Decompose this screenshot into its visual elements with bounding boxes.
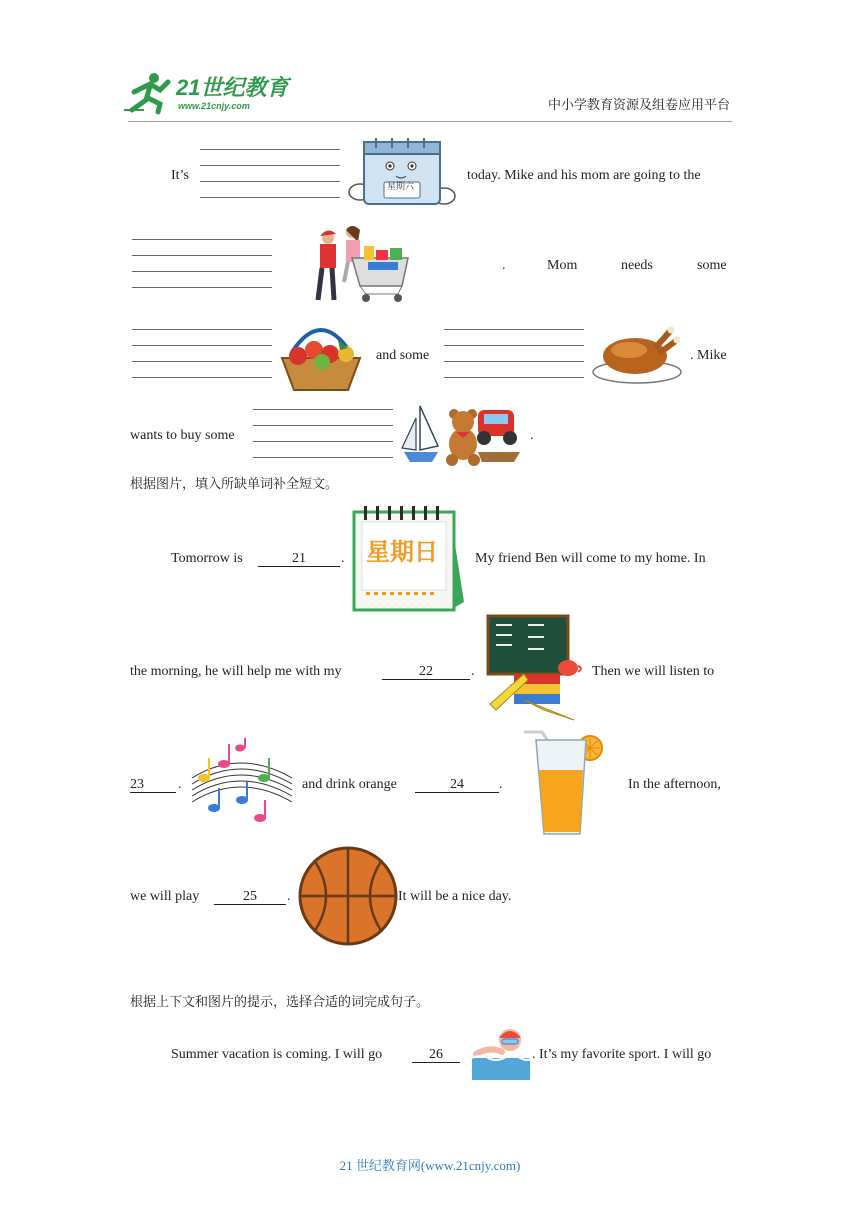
s2-l4-dot: . bbox=[287, 889, 291, 904]
blank-25-number: 25 bbox=[214, 889, 286, 905]
s2-l1-prefix: Tomorrow is bbox=[171, 551, 243, 566]
writing-lines-3[interactable] bbox=[132, 329, 272, 381]
s3-l1-suffix: . It’s my favorite sport. I will go bbox=[532, 1047, 712, 1062]
blank-26-number: 26 bbox=[412, 1047, 460, 1063]
saturday-calendar-label: 星期六 bbox=[387, 182, 415, 192]
writing-lines-5[interactable] bbox=[253, 409, 393, 461]
s2-l2-suffix: Then we will listen to bbox=[592, 664, 715, 679]
orange-juice-icon bbox=[520, 730, 604, 838]
s2-l1-suffix: My friend Ben will come to my home. In bbox=[475, 551, 706, 566]
p1-s2-some: some bbox=[697, 258, 727, 273]
logo-url: www.21cnjy.com bbox=[178, 101, 250, 111]
p1-s2-dot: . bbox=[502, 258, 506, 273]
s2-l3-dot: . bbox=[178, 777, 182, 792]
s2-l4-suffix: It will be a nice day. bbox=[398, 889, 512, 904]
blank-21-number: 21 bbox=[258, 551, 340, 567]
basketball-icon bbox=[298, 846, 400, 946]
writing-lines-1[interactable] bbox=[200, 149, 340, 201]
section3-instruction: 根据上下文和图片的提示，选择合适的词完成句子。 bbox=[130, 995, 430, 1010]
saturday-calendar-icon bbox=[348, 136, 458, 212]
s2-l3-dot2: . bbox=[499, 777, 503, 792]
shopping-cart-icon bbox=[308, 222, 418, 306]
blank-22[interactable] bbox=[382, 663, 470, 681]
p1-s2-needs: needs bbox=[621, 258, 653, 273]
music-notes-icon bbox=[190, 738, 294, 824]
s3-l1-prefix: Summer vacation is coming. I will go bbox=[171, 1047, 383, 1062]
blank-23[interactable] bbox=[130, 776, 176, 794]
header-tagline: 中小学教育资源及组卷应用平台 bbox=[548, 97, 731, 112]
fruit-basket-icon bbox=[278, 318, 364, 394]
sunday-calendar-label: 星期日 bbox=[366, 538, 438, 566]
blank-21[interactable] bbox=[258, 550, 340, 568]
p1-s4-dot: . bbox=[530, 428, 534, 443]
blank-26[interactable] bbox=[412, 1046, 460, 1064]
header-divider bbox=[128, 121, 732, 122]
s2-l1-dot: . bbox=[341, 551, 345, 566]
roast-chicken-icon bbox=[591, 322, 687, 386]
s2-l3-suffix: In the afternoon, bbox=[628, 777, 721, 792]
homework-icon bbox=[484, 614, 582, 724]
toys-icon bbox=[398, 398, 524, 468]
p1-s1-prefix: It’s bbox=[171, 168, 189, 183]
page-footer[interactable]: 21 世纪教育网(www.21cnjy.com) bbox=[339, 1158, 521, 1173]
p1-s2-mom: Mom bbox=[547, 258, 578, 273]
site-logo[interactable] bbox=[124, 70, 289, 114]
blank-25[interactable] bbox=[214, 888, 286, 906]
p1-s4-prefix: wants to buy some bbox=[130, 428, 235, 443]
s2-l4-prefix: we will play bbox=[130, 889, 200, 904]
blank-24-number: 24 bbox=[415, 777, 499, 793]
p1-s1-suffix: today. Mike and his mom are going to the bbox=[467, 168, 701, 183]
runner-logo-icon bbox=[124, 70, 174, 114]
s2-l2-prefix: the morning, he will help me with my bbox=[130, 664, 342, 679]
p1-s3-mike: . Mike bbox=[690, 348, 727, 363]
s2-l2-dot: . bbox=[471, 664, 475, 679]
blank-22-number: 22 bbox=[382, 664, 470, 680]
swimmer-icon bbox=[470, 1024, 532, 1082]
section2-instruction: 根据图片，填入所缺单词补全短文。 bbox=[130, 477, 339, 492]
logo-text: 21世纪教育 bbox=[176, 75, 289, 100]
writing-lines-2[interactable] bbox=[132, 239, 272, 291]
p1-s3-andsome: and some bbox=[376, 348, 430, 363]
blank-23-number: 23 bbox=[130, 777, 176, 793]
s2-l3-mid: and drink orange bbox=[302, 777, 397, 792]
writing-lines-4[interactable] bbox=[444, 329, 584, 381]
blank-24[interactable] bbox=[415, 776, 499, 794]
